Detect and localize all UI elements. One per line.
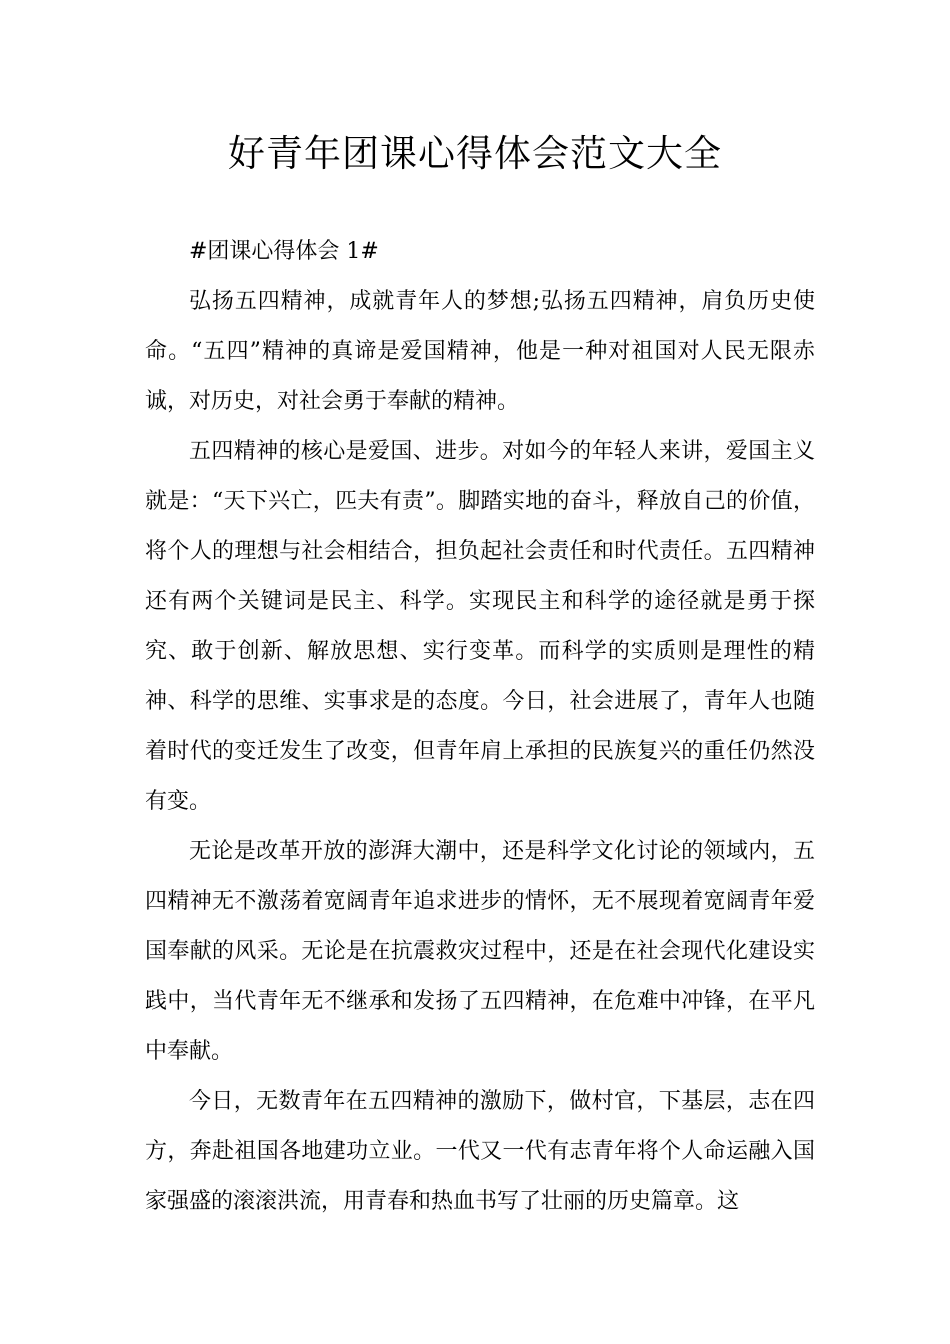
paragraph-2: 五四精神的核心是爱国、进步。对如今的年轻人来讲，爱国主义就是：“天下兴亡，匹夫有责”。脚踏实地的奋斗，释放自己的价值，将个人的理想与社会相结合，担负起社会责任和时代责任。五四精神还有两个关键词是民主、科学。实现民主和科学的途径就是勇于探究、敢于创新、解放思想、实行变革。而科学的实质则是理性的精神、科学的思维、实事求是的态度。今日，社会进展了，青年人也随着时代的变迁发生了改变，但青年肩上承担的民族复兴的重任仍然没有变。: [145, 439, 815, 814]
paragraph-1: 弘扬五四精神，成就青年人的梦想;弘扬五四精神，肩负历史使命。“五四”精神的真谛是爱国精神，他是一种对祖国对人民无限赤诚，对历史，对社会勇于奉献的精神。: [145, 289, 815, 414]
document-body: [145, 227, 815, 1227]
section-heading: #团课心得体会 1#: [189, 239, 379, 264]
paragraph-3: 无论是改革开放的澎湃大潮中，还是科学文化讨论的领域内，五四精神无不激荡着宽阔青年追求进步的情怀，无不展现着宽阔青年爱国奉献的风采。无论是在抗震救灾过程中，还是在社会现代化建设实践中，当代青年无不继承和发扬了五四精神，在危难中冲锋，在平凡中奉献。: [145, 839, 815, 1064]
paragraph-4: 今日，无数青年在五四精神的激励下，做村官，下基层，志在四方，奔赴祖国各地建功立业。一代又一代有志青年将个人命运融入国家强盛的滚滚洪流，用青春和热血书写了壮丽的历史篇章。这: [145, 1089, 815, 1214]
document-title: 好青年团课心得体会范文大全: [228, 132, 722, 175]
